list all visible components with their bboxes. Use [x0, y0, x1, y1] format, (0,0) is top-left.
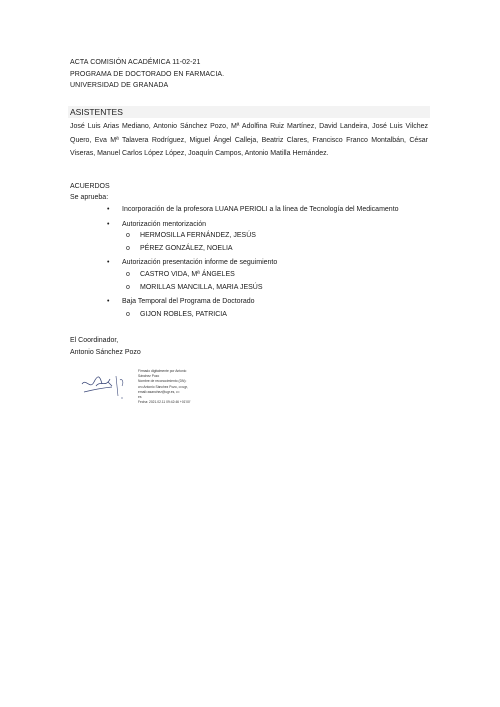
- sub-bullet-icon: o: [126, 245, 130, 252]
- bullet-icon: •: [107, 259, 110, 266]
- sub-list-item: MORILLAS MANCILLA, MARIA JESÚS: [140, 284, 263, 291]
- coordinator-role: El Coordinador,: [70, 337, 119, 344]
- bullet-icon: •: [107, 298, 110, 305]
- signature-line: Nombre de reconocimiento (DN):: [138, 379, 187, 384]
- header-title: ACTA COMISIÓN ACADÉMICA 11-02-21: [70, 59, 201, 66]
- bullet-icon: •: [107, 221, 110, 228]
- digital-signature-text: [138, 369, 198, 405]
- list-item: Autorización presentación informe de seguimiento: [122, 259, 278, 266]
- sub-list-item: PÉREZ GONZÁLEZ, NOELIA: [140, 245, 233, 252]
- coordinator-name: Antonio Sánchez Pozo: [70, 348, 141, 356]
- header-program: PROGRAMA DE DOCTORADO EN FARMACIA.: [70, 70, 225, 78]
- document-header: [70, 57, 224, 92]
- signature-line: Sánchez Pozo: [138, 374, 160, 379]
- sub-list-item: HERMOSILLA FERNÁNDEZ, JESÚS: [140, 232, 256, 239]
- list-item: Incorporación de la profesora LUANA PERIOLI a la línea de Tecnología del Medicamento: [122, 206, 399, 213]
- sub-bullet-icon: o: [126, 284, 130, 291]
- sub-bullet-icon: o: [126, 271, 130, 278]
- sub-list-item: GIJON ROBLES, PATRICIA: [140, 311, 227, 318]
- signature-line: Fecha: 2021.02.11 09:42:46 +01'00': [138, 400, 191, 405]
- list-item: Autorización mentorización: [122, 221, 207, 228]
- attendees-heading: ASISTENTES: [68, 106, 430, 118]
- header-university: UNIVERSIDAD DE GRANADA: [70, 82, 169, 89]
- bullet-icon: •: [107, 206, 110, 213]
- agreements-heading: ACUERDOS: [70, 183, 110, 190]
- agreements-intro: Se aprueba:: [70, 193, 109, 201]
- signature-line: cn=Antonio Sánchez Pozo, o=ugr,: [138, 384, 188, 389]
- signature-line: email=asanchez@ugr.es, c=: [138, 389, 180, 394]
- signature-line: es: [138, 395, 142, 400]
- handwritten-signature-icon: [78, 370, 134, 402]
- attendees-list: José Luis Arias Mediano, Antonio Sánchez Pozo, Mª Adolfina Ruiz Martínez, David Landeira, José Luis Vilchez Quero, Eva Mª Talavera Rodríguez, Miguel Ángel Calleja, Beatriz Clares, Francisco Franco Montalbán, César Viseras, Manuel Carlos López López, Joaquín Campos, Antonio Matilla Hernández.: [70, 123, 428, 157]
- sub-bullet-icon: o: [126, 232, 130, 239]
- closing-block: [70, 335, 141, 358]
- sub-bullet-icon: o: [126, 311, 130, 318]
- sub-list-item: CASTRO VIDA, Mª ÁNGELES: [140, 271, 235, 278]
- list-item: Baja Temporal del Programa de Doctorado: [122, 298, 255, 305]
- agreements-section: [70, 182, 110, 203]
- signature-line: Firmado digitalmente por Antonio: [138, 369, 187, 373]
